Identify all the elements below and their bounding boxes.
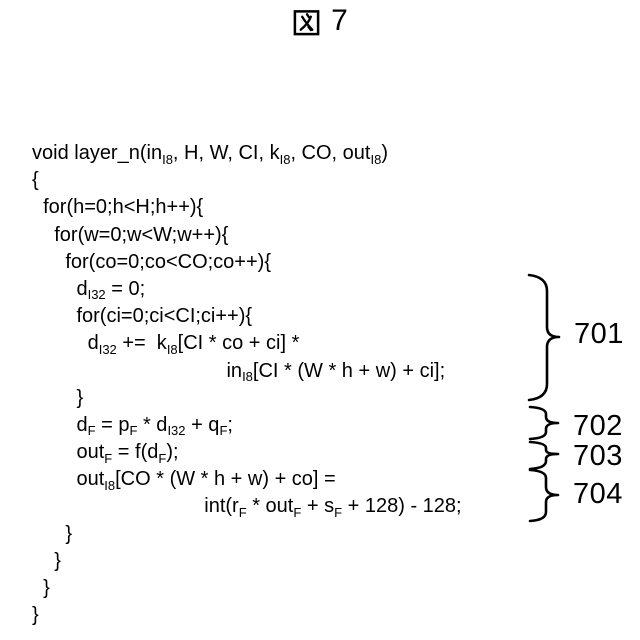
code-line-7	[32, 303, 462, 330]
code-line-5	[32, 249, 462, 276]
code-subscript: I8	[279, 151, 291, 167]
figure-title	[0, 4, 640, 37]
ref-label-701: 701	[574, 318, 624, 350]
figure-number: 7	[331, 4, 348, 37]
pseudocode-block	[32, 140, 462, 629]
code-text: [CI * (W * h + w) + ci];	[252, 359, 446, 382]
code-subscript: I8	[162, 151, 173, 167]
code-line-17	[32, 575, 462, 602]
code-line-2	[32, 167, 462, 194]
code-text: in	[32, 359, 243, 382]
code-text: * d	[137, 413, 168, 436]
code-line-1	[32, 140, 462, 167]
code-subscript: I32	[167, 423, 186, 439]
brace-702	[530, 407, 558, 439]
code-text: d	[32, 277, 88, 300]
code-text: }	[32, 604, 39, 627]
code-text: }	[32, 549, 61, 572]
code-subscript: F	[334, 504, 343, 520]
code-text: d	[32, 332, 99, 355]
code-text: + 128) - 128;	[342, 495, 462, 518]
code-text: + q	[185, 413, 220, 436]
code-text: = 0;	[105, 277, 146, 300]
code-line-12	[32, 439, 462, 466]
code-text: , H, W, CI, k	[172, 142, 280, 164]
code-line-10	[32, 385, 462, 412]
code-line-16	[32, 548, 462, 575]
brace-703	[530, 442, 558, 469]
code-text: [CI * co + ci] *	[177, 332, 300, 355]
code-text: for(co=0;co<CO;co++){	[32, 250, 272, 273]
code-text: out	[32, 441, 105, 464]
code-subscript: I8	[166, 341, 178, 357]
code-text: )	[381, 142, 388, 164]
code-subscript: I8	[104, 477, 116, 493]
code-text: [CO * (W * h + w) + co] =	[115, 468, 336, 491]
code-text: ;	[227, 413, 233, 436]
code-text: for(w=0;w<W;w++){	[32, 223, 229, 246]
code-text: = f(d	[112, 441, 159, 464]
code-subscript: I8	[370, 151, 382, 167]
code-line-8	[32, 330, 462, 357]
code-text: d	[32, 413, 88, 436]
code-line-9	[32, 358, 462, 385]
code-line-14	[32, 493, 462, 520]
ref-label-702: 702	[573, 410, 623, 442]
code-text: * out	[246, 495, 294, 518]
code-line-18	[32, 602, 462, 629]
code-text: for(ci=0;ci<CI;ci++){	[32, 305, 253, 328]
code-subscript: I32	[98, 341, 117, 357]
code-subscript: F	[158, 450, 167, 466]
code-text: }	[32, 577, 50, 599]
code-text: for(h=0;h<H;h++){	[32, 196, 204, 219]
code-text: int(r	[32, 495, 239, 518]
code-text: void layer_n(in	[32, 142, 163, 164]
brace-704	[530, 470, 558, 521]
code-line-15	[32, 521, 462, 548]
code-text: += k	[116, 332, 167, 355]
kanji-zu-icon	[292, 8, 321, 37]
code-text: = p	[95, 413, 130, 436]
code-subscript: F	[87, 423, 96, 439]
ref-label-704: 704	[573, 478, 623, 510]
code-line-6	[32, 276, 462, 303]
code-text: out	[32, 468, 105, 491]
brace-701	[529, 275, 559, 400]
code-line-13	[32, 466, 462, 493]
code-text: {	[32, 169, 39, 192]
code-subscript: F	[293, 504, 302, 520]
code-text: , CO, out	[290, 142, 371, 164]
code-line-11	[32, 412, 462, 439]
code-text: + s	[301, 495, 335, 518]
code-line-4	[32, 222, 462, 249]
code-text: }	[32, 522, 73, 545]
ref-label-703: 703	[573, 440, 623, 472]
code-subscript: F	[219, 423, 228, 439]
code-subscript: I8	[242, 369, 253, 384]
code-subscript: F	[129, 423, 138, 439]
code-text: );	[166, 441, 179, 464]
code-line-3	[32, 194, 462, 221]
code-subscript: F	[238, 504, 247, 520]
code-subscript: I32	[87, 287, 106, 303]
code-text: }	[32, 386, 84, 409]
code-subscript: F	[104, 450, 113, 466]
